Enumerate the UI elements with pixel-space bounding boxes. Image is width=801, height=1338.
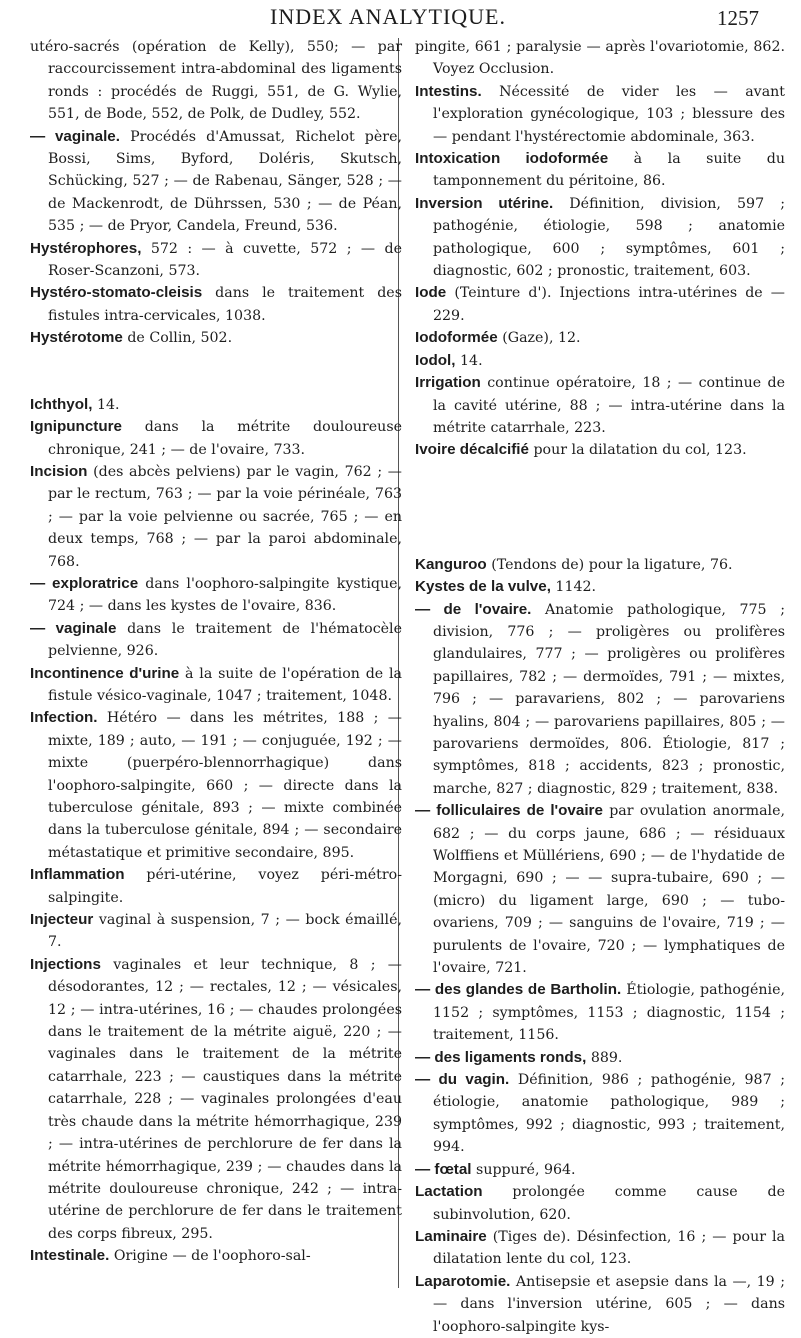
- entry-references: dans l'oophoro-salpingite kystique, 724 ; — dans les kystes de l'ovaire, 836.: [48, 575, 402, 615]
- index-entry: [30, 864, 402, 909]
- entry-references: Hétéro — dans les métrites, 188 ; — mixte, 189 ; auto, — 191 ; — conjuguée, 192 ; — mixte (puerpéro-blennorrhagique) dans l'oophoro-salpingite, 660 ; — directe dans la tuberculose génitale, 893 ; — mixte combinée dans la tuberculose génitale, 894 ; — secondaire métastatique et primitive secondaire, 895.: [48, 710, 402, 861]
- entry-references: par ovulation anormale, 682 ; — du corps jaune, 686 ; — résiduaux Wolffiens et Müllériens, 690 ; — de l'hydatide de Morgagni, 690 ; — — supra-tubaire, 690 ; — (micro) du ligament large, 690 ; — tubo-ovariens, 709 ; — sanguins de l'ovaire, 719 ; — purulents de l'ovaire, 720 ; — lymphatiques de l'ovaire, 721.: [433, 803, 785, 977]
- index-subentry: [30, 618, 402, 663]
- entry-headword: — du vagin.: [415, 1071, 510, 1089]
- entry-headword: Inversion utérine.: [415, 194, 554, 212]
- entry-headword: Iode: [415, 284, 447, 302]
- entry-headword: Incision: [30, 462, 88, 480]
- entry-references: pour la dilatation du col, 123.: [528, 442, 747, 459]
- entry-headword: Injections: [30, 955, 101, 973]
- index-entry: [415, 439, 785, 461]
- index-entry: [30, 707, 402, 864]
- index-subentry: [415, 800, 785, 979]
- index-entry: [415, 1271, 785, 1338]
- entry-headword: Inflammation: [30, 866, 125, 884]
- index-entry: [415, 148, 785, 193]
- entry-headword: Lactation: [415, 1183, 483, 1201]
- entry-references: (Gaze), 12.: [497, 330, 581, 347]
- entry-references: à la suite de l'opération de la fistule vésico-vaginale, 1047 ; traitement, 1048.: [48, 665, 402, 704]
- entry-headword: Laparotomie.: [415, 1272, 511, 1290]
- index-block-h: [30, 36, 402, 350]
- index-subentry: [30, 126, 402, 238]
- entry-headword: Incontinence d'urine: [30, 664, 180, 682]
- entry-headword: Laminaire: [415, 1227, 487, 1245]
- entry-references: à la suite du tamponnement du péritoine, 86.: [433, 151, 785, 190]
- entry-references: Définition, division, 597 ; pathogénie, étiologie, 598 ; anatomie pathologique, 600 ; symptômes, 601 ; diagnostic, 602 ; pronostic, traitement, 603.: [433, 195, 785, 280]
- index-entry: [30, 394, 402, 416]
- index-block-k-l: [415, 554, 785, 1338]
- index-entry: [415, 372, 785, 439]
- entry-references: dans le traitement des fistules intra-cervicales, 1038.: [48, 285, 402, 324]
- entry-references: Anatomie pathologique, 775 ; division, 776 ; — proligères ou prolifères glandulaires, 777 ; — proligères ou prolifères papillaires, 782 ; — dermoïdes, 791 ; — mixtes, 796 ; — paravariens, 802 ; — parovariens hyalins, 804 ; — parovariens papillaires, 805 ; — parovariens dermoïdes, 806. Étiologie, 817 ; symptômes, 818 ; accidents, 823 ; pronostic, marche, 827 ; diagnostic, 829 ; traitement, 838.: [433, 601, 785, 797]
- entry-references: 572 : — à cuvette, 572 ; — de Roser-Scanzoni, 573.: [48, 240, 402, 280]
- entry-headword: — exploratrice: [30, 574, 139, 592]
- index-entry: [30, 36, 402, 126]
- entry-headword: — vaginale.: [30, 127, 120, 145]
- index-entry: [415, 193, 785, 283]
- entry-references: Étiologie, pathogénie, 1152 ; symptômes, 1153 ; diagnostic, 1154 ; traitement, 1156.: [433, 982, 785, 1044]
- entry-references: vaginal à suspension, 7 ; — bock émaillé, 7.: [48, 912, 402, 951]
- entry-headword: Hystérotome: [30, 329, 123, 347]
- entry-references: dans le traitement de l'hématocèle pelvienne, 926.: [48, 620, 402, 660]
- entry-references: (Tendons de) pour la ligature, 76.: [486, 556, 733, 573]
- entry-references: (Teinture d'). Injections intra-utérines de — 229.: [433, 285, 785, 324]
- entry-headword: — fœtal: [415, 1160, 472, 1178]
- entry-references: (Tiges de). Désinfection, 16 ; — pour la dilatation lente du col, 123.: [433, 1228, 785, 1268]
- index-entry: [415, 1226, 785, 1271]
- entry-references: 889.: [586, 1049, 623, 1066]
- entry-headword: Intestins.: [415, 82, 482, 100]
- index-subentry: [415, 599, 785, 801]
- entry-headword: — vaginale: [30, 619, 117, 637]
- index-entry: [30, 909, 402, 954]
- section-gap: [30, 350, 402, 394]
- entry-references: 14.: [455, 352, 483, 369]
- entry-references: continue opératoire, 18 ; — continue de la cavité utérine, 88 ; — intra-utérine dans la métrite catarrhale, 223.: [433, 375, 785, 436]
- entry-headword: — de l'ovaire.: [415, 600, 532, 618]
- entry-references: vaginales et leur technique, 8 ; — désodorantes, 12 ; — rectales, 12 ; — vésicales, 12 ; — intra-utérines, 16 ; — chaudes prolongées dans le traitement de la métrite aiguë, 220 ; — vaginales dans le traitement de la métrite catarrhale, 223 ; — caustiques dans la métrite catarrhale, 228 ; — vaginales prolongées d'eau très chaude dans la métrite hémorrhagique, 239 ; — intra-utérines de perchlorure de fer dans la métrite hémorrhagique, 239 ; — chaudes dans la métrite douloureuse chronique, 242 ; — intra-utérine de perchlorure de fer dans le traitement des corps fibreux, 295.: [48, 956, 402, 1242]
- entry-references: prolongée comme cause de subinvolution, 620.: [433, 1184, 785, 1223]
- index-entry: [30, 1245, 402, 1267]
- entry-headword: Injecteur: [30, 911, 94, 929]
- index-entry: [415, 327, 785, 349]
- entry-headword: Kanguroo: [415, 555, 487, 573]
- index-entry: [30, 327, 402, 349]
- index-subentry: [415, 1159, 785, 1181]
- entry-references: de Collin, 502.: [122, 330, 233, 347]
- index-block-i: [30, 394, 402, 1268]
- entry-references: 1142.: [550, 579, 597, 596]
- entry-headword: — des glandes de Bartholin.: [415, 981, 622, 999]
- entry-headword: Ignipuncture: [30, 418, 122, 436]
- index-entry: [415, 36, 785, 81]
- entry-headword: Iodoformée: [415, 329, 498, 347]
- index-entry: [415, 554, 785, 576]
- entry-references: Procédés d'Amussat, Richelot père, Bossi, Sims, Byford, Doléris, Skutsch, Schücking, 527 ; — de Rabenau, Sänger, 528 ; — de Mackenrodt, de Dührssen, 530 ; — de Péan, 535 ; — de Pryor, Candela, Freund, 536.: [48, 128, 402, 235]
- index-entry: [415, 81, 785, 148]
- entry-headword: Kystes de la vulve,: [415, 578, 551, 596]
- entry-references: utéro-sacrés (opération de Kelly), 550; — par raccourcissement intra-abdominal des ligaments ronds : procédés de Ruggi, 551, de G. Wylie, 551, de Bode, 552, de Polk, de Dudley, 552.: [30, 39, 402, 123]
- entry-references: suppuré, 964.: [471, 1161, 576, 1178]
- entry-references: Antisepsie et asepsie dans la —, 19 ; — dans l'inversion utérine, 605 ; — dans l'oophoro-salpingite kys-: [433, 1273, 785, 1335]
- entry-headword: Hystéro-stomato-cleisis: [30, 284, 203, 302]
- entry-headword: Intestinale.: [30, 1247, 110, 1265]
- entry-references: Nécessité de vider les — avant l'exploration gynécologique, 103 ; blessure des — pendant l'hystérectomie abdominale, 363.: [433, 83, 785, 145]
- index-entry: [415, 350, 785, 372]
- index-subentry: [415, 1047, 785, 1069]
- entry-headword: — folliculaires de l'ovaire: [415, 802, 603, 820]
- entry-headword: — des ligaments ronds,: [415, 1048, 587, 1066]
- running-title: INDEX ANALYTIQUE.: [270, 4, 506, 29]
- index-subentry: [415, 979, 785, 1046]
- entry-headword: Irrigation: [415, 374, 481, 392]
- entry-references: Origine — de l'oophoro-sal-: [109, 1248, 311, 1265]
- section-gap: [415, 462, 785, 554]
- entry-headword: Infection.: [30, 709, 98, 727]
- entry-references: péri-utérine, voyez péri-métro-salpingite.: [48, 867, 402, 906]
- index-entry: [30, 282, 402, 327]
- entry-references: dans la métrite douloureuse chronique, 241 ; — de l'ovaire, 733.: [48, 419, 402, 458]
- entry-headword: Iodol,: [415, 351, 456, 369]
- index-entry: [30, 416, 402, 461]
- index-entry: [30, 461, 402, 573]
- entry-references: pingite, 661 ; paralysie — après l'ovariotomie, 862. Voyez Occlusion.: [415, 39, 785, 78]
- left-column: [30, 36, 402, 1268]
- entry-references: (des abcès pelviens) par le vagin, 762 ; — par le rectum, 763 ; — par la voie périnéale, 763 ; — par la voie pelvienne ou sacrée, 765 ; — en deux temps, 768 ; — par la paroi abdominale, 768.: [48, 463, 402, 570]
- entry-references: 14.: [92, 396, 120, 413]
- index-entry: [30, 954, 402, 1245]
- entry-headword: Ivoire décalcifié: [415, 441, 529, 459]
- index-subentry: [415, 1069, 785, 1159]
- entry-headword: Intoxication iodoformée: [415, 150, 609, 168]
- index-block-i-continued: [415, 36, 785, 462]
- entry-references: Définition, 986 ; pathogénie, 987 ; étiologie, anatomie pathologique, 989 ; symptômes, 992 ; diagnostic, 993 ; traitement, 994.: [433, 1072, 785, 1156]
- index-entry: [30, 238, 402, 283]
- right-column: [415, 36, 785, 1338]
- entry-headword: Ichthyol,: [30, 395, 93, 413]
- index-subentry: [30, 573, 402, 618]
- index-entry: [415, 282, 785, 327]
- page-number: 1257: [717, 6, 759, 30]
- entry-headword: Hystérophores,: [30, 239, 142, 257]
- index-entry: [30, 663, 402, 708]
- index-entry: [415, 1181, 785, 1226]
- index-entry: [415, 576, 785, 598]
